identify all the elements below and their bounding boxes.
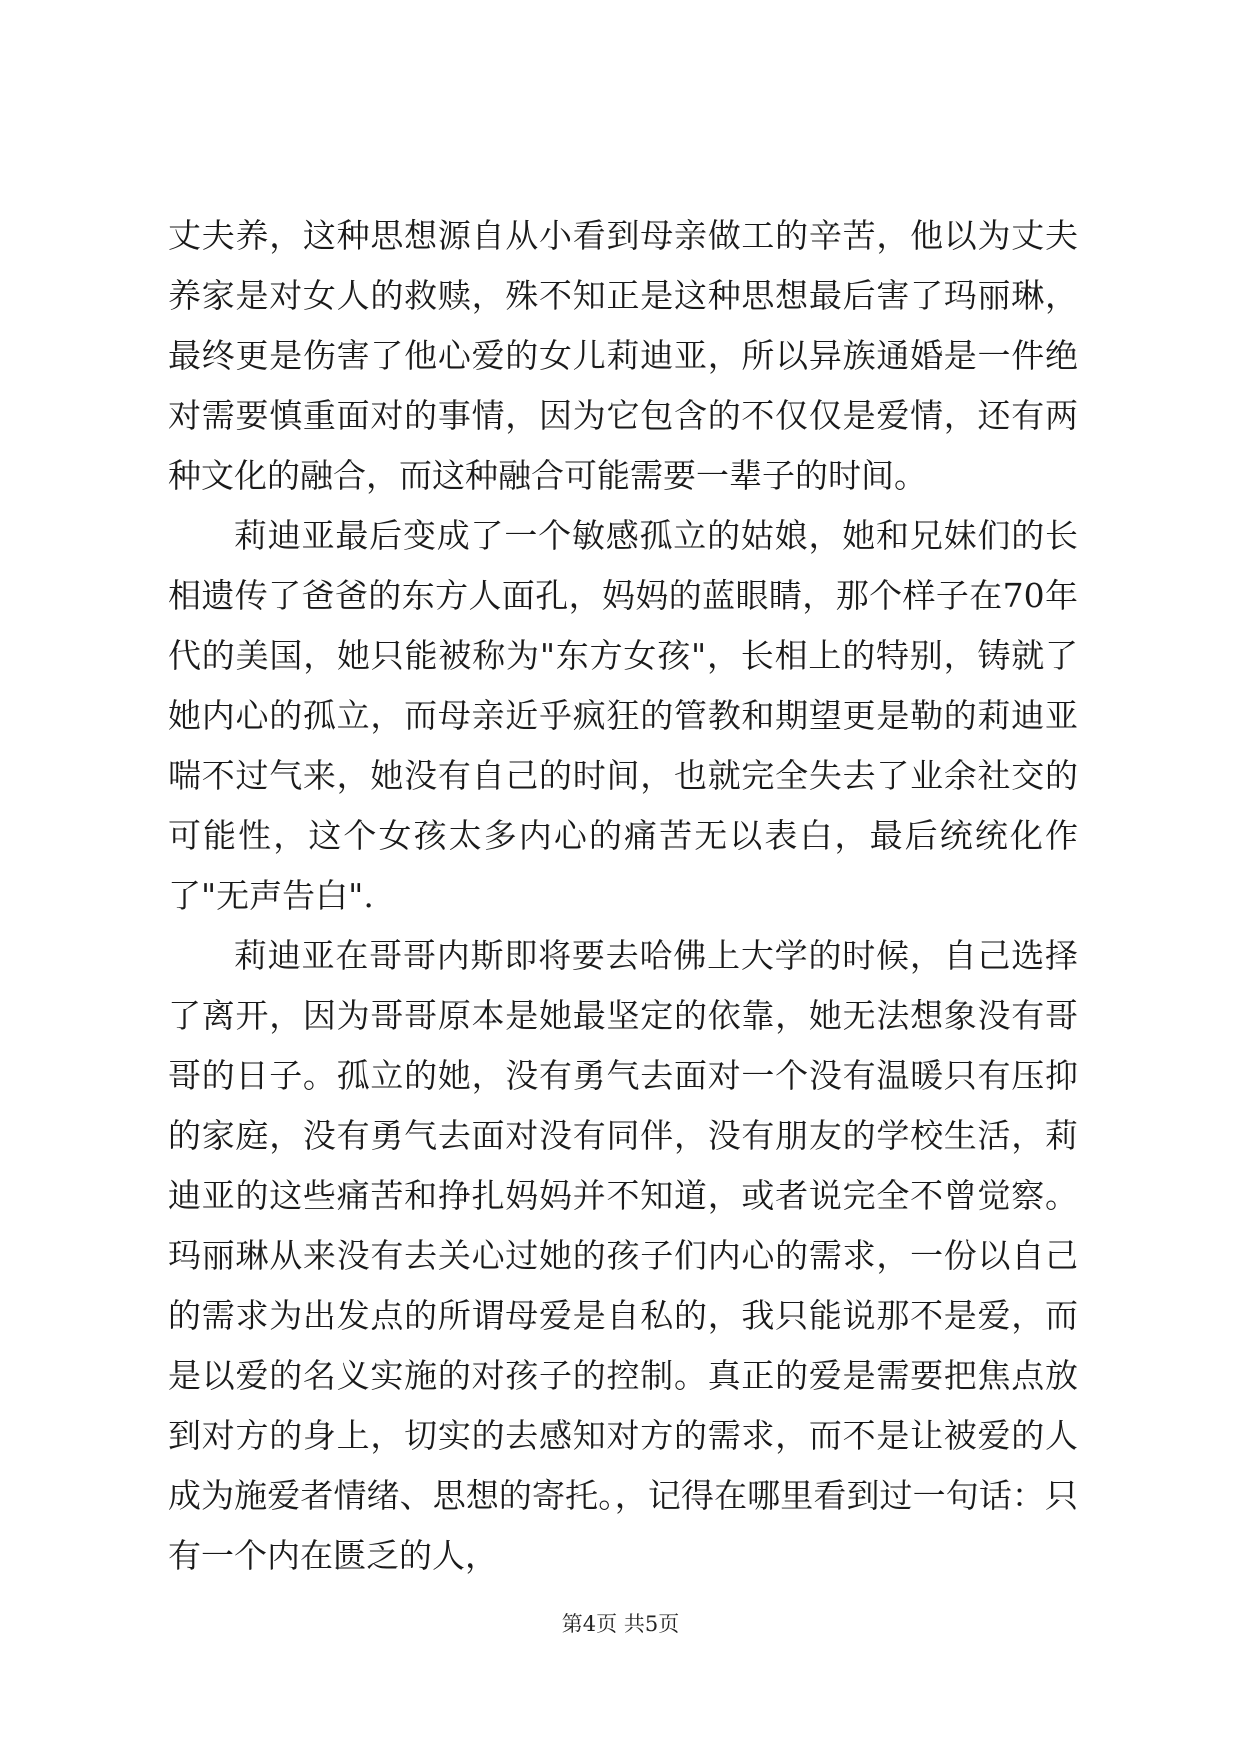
paragraph-1: 丈夫养，这种思想源自从小看到母亲做工的辛苦，他以为丈夫养家是对女人的救赎，殊不知正是这种思想最后害了玛丽琳，最终更是伤害了他心爱的女儿莉迪亚，所以异族通婚是一件绝对需要慎重面对的事情，因为它包含的不仅仅是爱情，还有两种文化的融合，而这种融合可能需要一辈子的时间。	[168, 216, 1078, 495]
paragraph-3: 莉迪亚在哥哥内斯即将要去哈佛上大学的时候，自己选择了离开，因为哥哥原本是她最坚定的依靠，她无法想象没有哥哥的日子。孤立的她，没有勇气去面对一个没有温暖只有压抑的家庭，没有勇气去面对没有同伴，没有朋友的学校生活，莉迪亚的这些痛苦和挣扎妈妈并不知道，或者说完全不曾觉察。玛丽琳从来没有去关心过她的孩子们内心的需求，一份以自己的需求为出发点的所谓母爱是自私的，我只能说那不是爱，而是以爱的名义实施的对孩子的控制。真正的爱是需要把焦点放到对方的身上，切实的去感知对方的需求，而不是让被爱的人成为施爱者情绪、思想的寄托。，记得在哪里看到过一句话：只有一个内在匮乏的人，	[168, 936, 1078, 1575]
paragraph-2: 莉迪亚最后变成了一个敏感孤立的姑娘，她和兄妹们的长相遗传了爸爸的东方人面孔，妈妈的蓝眼睛，那个样子在70年代的美国，她只能被称为"东方女孩"，长相上的特别，铸就了她内心的孤立，而母亲近乎疯狂的管教和期望更是勒的莉迪亚喘不过气来，她没有自己的时间，也就完全失去了业余社交的可能性，这个女孩太多内心的痛苦无以表白，最后统统化作了"无声告白".	[168, 516, 1078, 915]
document-body	[168, 206, 1078, 1586]
page-number-footer: 第4页 共5页	[561, 1612, 680, 1636]
